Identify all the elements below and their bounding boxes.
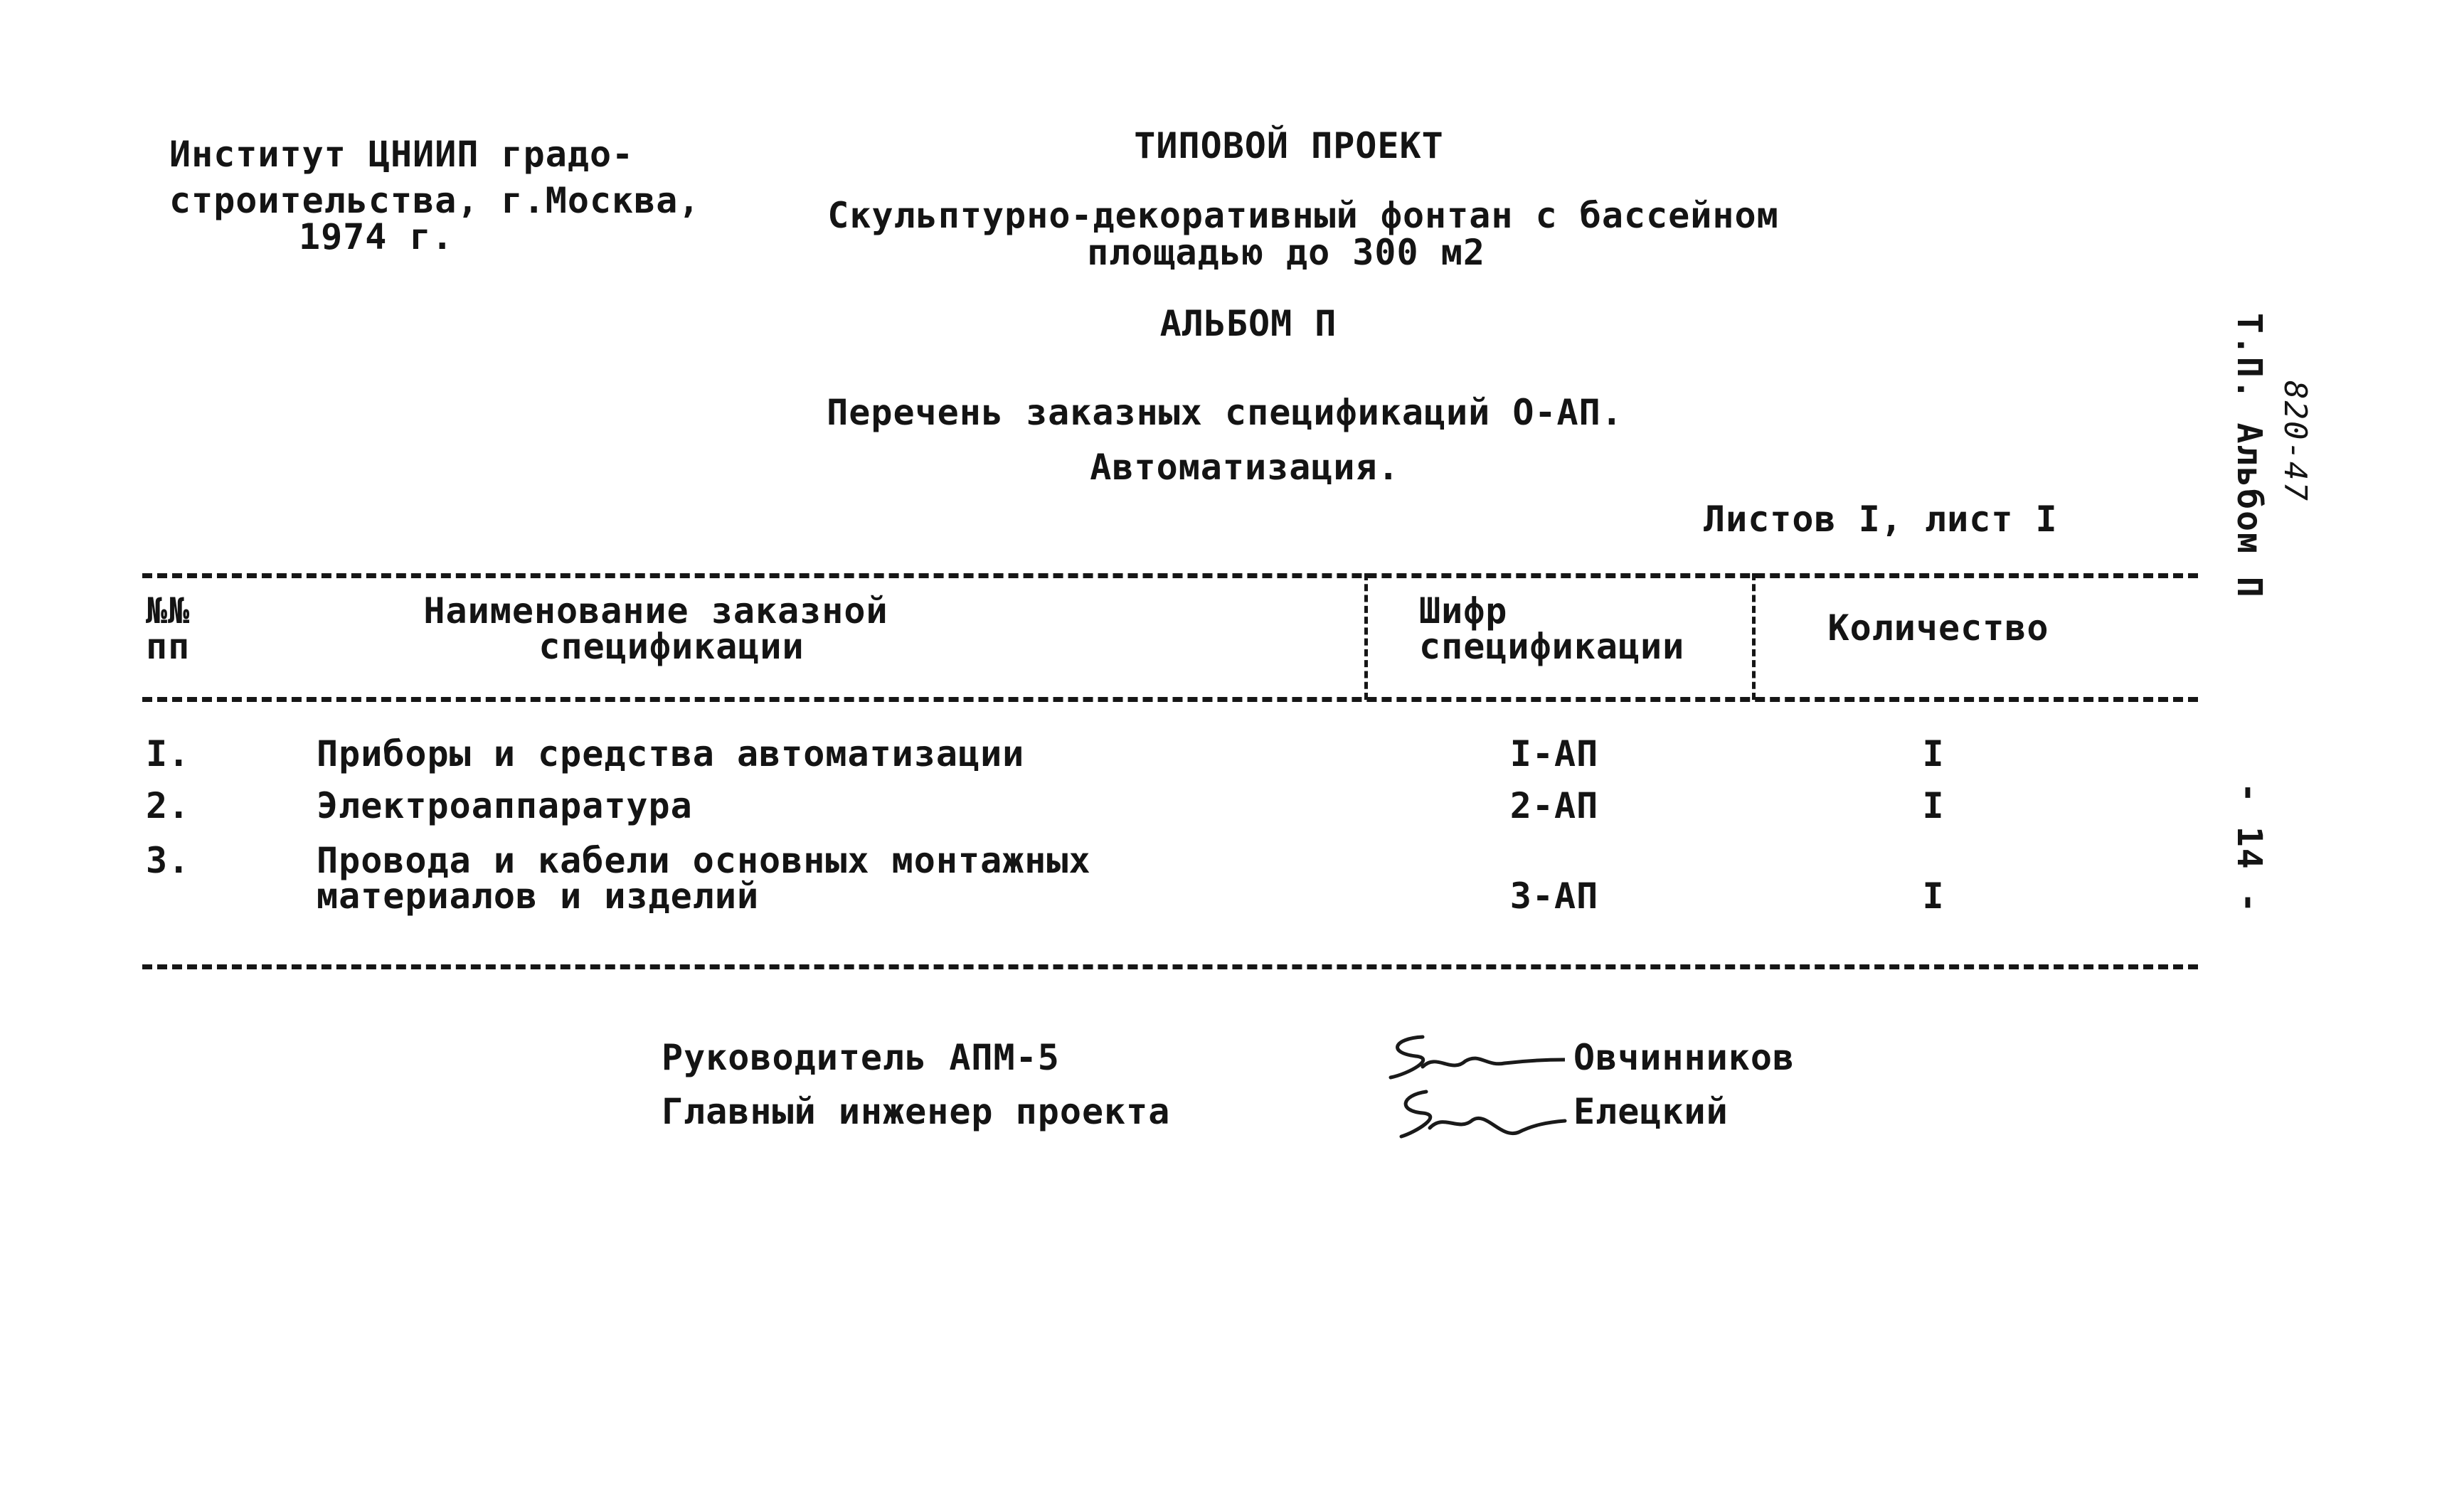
col-header-quantity: Количество [1827, 607, 2049, 649]
signature-scribble-2 [1394, 1081, 1579, 1152]
row-number: 3. [146, 840, 191, 881]
col-header-code-1: Шифр [1419, 590, 1508, 632]
specifications-list-title: Перечень заказных спецификаций О-АП. [827, 392, 1623, 433]
table-col-divider-2 [1752, 573, 1756, 700]
col-header-code-2: спецификации [1419, 626, 1685, 667]
row-code: 2-АП [1509, 785, 1599, 826]
row-name: Приборы и средства автоматизации [317, 733, 1025, 774]
sheets-info: Листов I, лист I [1704, 499, 2058, 540]
institute-line-1: Институт ЦНИИП градо- [169, 134, 635, 175]
row-name: Провода и кабели основных монтажных [317, 840, 1091, 881]
col-header-number-2: пп [146, 626, 191, 667]
side-album-ref: Т.П. Альбом П [2229, 313, 2269, 599]
row-name: Электроаппаратура [317, 785, 693, 826]
table-bottom-rule [142, 964, 2198, 969]
table-header-bottom-rule [142, 697, 2198, 702]
signature-name-2: Елецкий [1573, 1091, 1729, 1132]
table-col-divider-1 [1364, 573, 1368, 700]
signature-role-2: Главный инженер проекта [662, 1091, 1171, 1132]
project-title-line-1: Скульптурно-декоративный фонтан с бассейном [827, 195, 1779, 236]
row-quantity: I [1922, 785, 1945, 826]
side-page-number: - 14 - [2229, 782, 2269, 915]
row-quantity: I [1922, 733, 1945, 774]
col-header-number-1: №№ [146, 590, 191, 632]
col-header-name-2: спецификации [538, 626, 805, 667]
institute-year: 1974 г. [299, 216, 454, 257]
album-label: АЛЬБОМ П [1159, 303, 1337, 344]
row-quantity: I [1922, 875, 1945, 917]
row-code: 3-АП [1509, 875, 1599, 917]
side-code: 820-47 [2277, 380, 2313, 502]
project-title-line-2: площадью до 300 м2 [1087, 232, 1485, 273]
project-type: ТИПОВОЙ ПРОЕКТ [1134, 125, 1444, 166]
row-code: I-АП [1509, 733, 1599, 774]
signature-role-1: Руководитель АПМ-5 [662, 1037, 1060, 1078]
row-number: I. [146, 733, 191, 774]
institute-line-2: строительства, г.Москва, [169, 180, 701, 221]
subject-label: Автоматизация. [1090, 447, 1400, 488]
signature-scribble-1 [1380, 1024, 1565, 1088]
signature-name-1: Овчинников [1573, 1037, 1795, 1078]
table-top-rule [142, 573, 2198, 578]
row-number: 2. [146, 785, 191, 826]
col-header-name-1: Наименование заказной [423, 590, 888, 632]
row-name-line-2: материалов и изделий [317, 875, 760, 917]
